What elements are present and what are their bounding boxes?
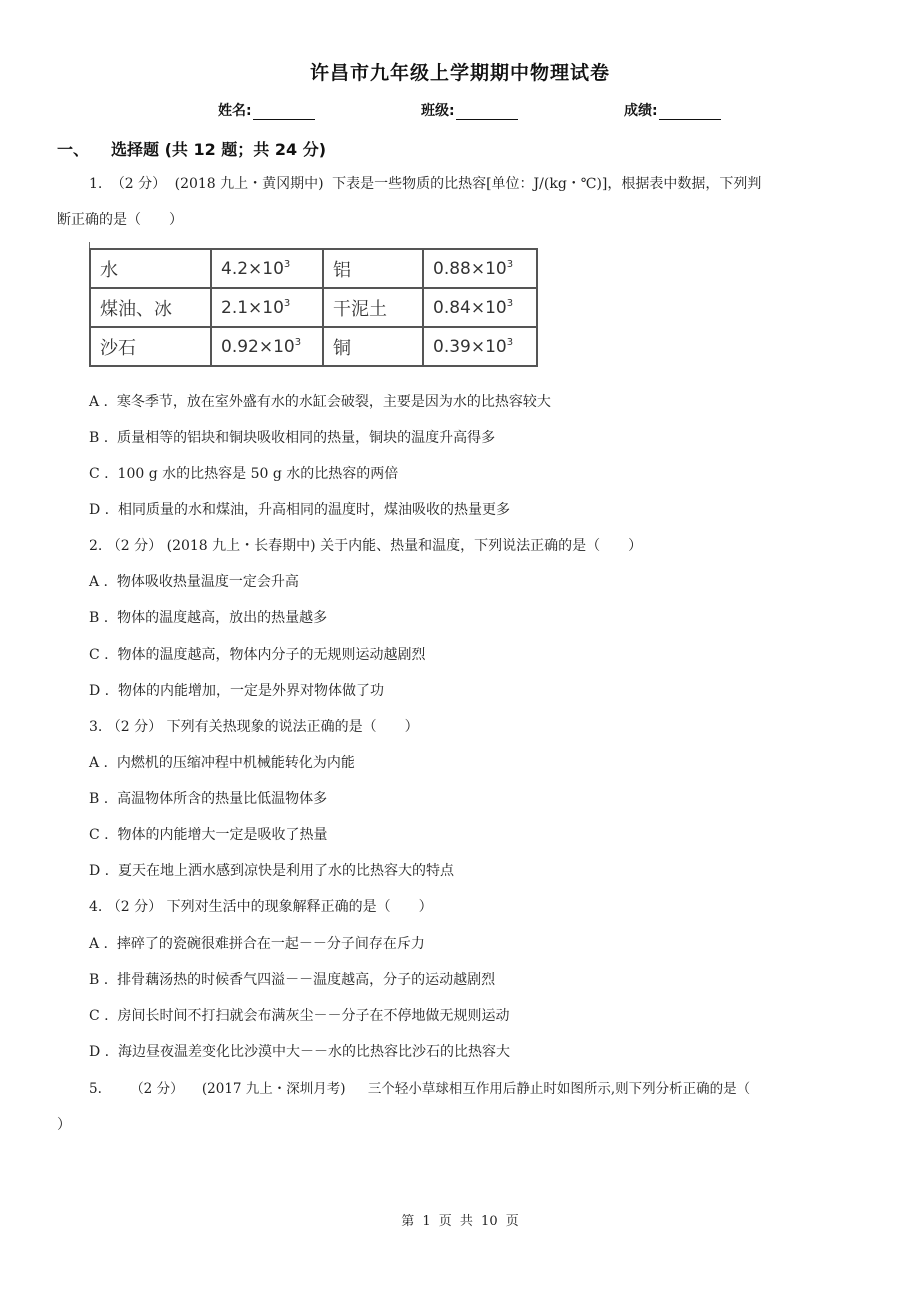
exam-title: 许昌市九年级上学期期中物理试卷: [309, 62, 610, 84]
option-d[interactable]: D . 夏天在地上洒水感到凉快是利用了水的比热容大的特点: [89, 863, 455, 879]
option-a[interactable]: A . 物体吸收热量温度一定会升高: [89, 574, 299, 590]
table-row: [90, 249, 537, 288]
table-row: [90, 288, 537, 327]
option-c[interactable]: C . 物体的内能增大一定是吸收了热量: [89, 827, 328, 843]
name-label: 姓名:: [218, 103, 252, 119]
question-source: (2018 九上・黄冈期中): [174, 176, 324, 192]
option-b[interactable]: B . 质量相等的铝块和铜块吸收相同的热量，铜块的温度升高得多: [89, 430, 496, 446]
section-number: 一、: [57, 140, 90, 159]
option-b[interactable]: B . 物体的温度越高，放出的热量越多: [89, 610, 328, 626]
question-score: （2 分）: [110, 176, 167, 192]
table-cell: 煤油、冰: [90, 288, 211, 327]
table-cell: 干泥土: [323, 288, 423, 327]
question-2-stem: 2. （2 分） (2018 九上・长春期中) 关于内能、热量和温度，下列说法正确的是（ ）: [89, 538, 643, 554]
option-d[interactable]: D . 相同质量的水和煤油，升高相同的温度时，煤油吸收的热量更多: [89, 502, 511, 518]
specific-heat-table: [89, 248, 538, 367]
section-title: 选择题 (共 12 题；共 24 分): [111, 140, 327, 159]
option-b[interactable]: B . 排骨藕汤热的时候香气四溢－－温度越高，分子的运动越剧烈: [89, 972, 496, 988]
table-cell: 铜: [323, 327, 423, 366]
question-3-stem: 3. （2 分） 下列有关热现象的说法正确的是（ ）: [89, 719, 419, 735]
question-4-stem: 4. （2 分） 下列对生活中的现象解释正确的是（ ）: [89, 899, 433, 915]
table-cell: $0.84\times 10^3$: [423, 288, 537, 327]
name-blank[interactable]: [253, 105, 315, 120]
question-text: 下表是一些物质的比热容[单位：J/(kg・℃)]，根据表中数据，下列判: [332, 176, 762, 192]
table-cell: 铝: [323, 249, 423, 288]
question-1-stem-cont: 断正确的是（ ）: [57, 212, 183, 228]
option-a[interactable]: A . 内燃机的压缩冲程中机械能转化为内能: [89, 755, 355, 771]
question-number: 1.: [89, 176, 103, 192]
option-a[interactable]: A . 寒冬季节，放在室外盛有水的水缸会破裂，主要是因为水的比热容较大: [89, 394, 551, 410]
score-blank[interactable]: [659, 105, 721, 120]
table-cell: $0.92\times 10^3$: [211, 327, 323, 366]
option-c[interactable]: C . 房间长时间不打扫就会布满灰尘－－分子在不停地做无规则运动: [89, 1008, 510, 1024]
option-c[interactable]: C . 物体的温度越高，物体内分子的无规则运动越剧烈: [89, 647, 426, 663]
option-c[interactable]: C . 100 g 水的比热容是 50 g 水的比热容的两倍: [89, 466, 399, 482]
table-cell: $4.2\times 10^3$: [211, 249, 323, 288]
question-5-stem: 5. （2 分） (2017 九上・深圳月考) 三个轻小草球相互作用后静止时如图所示,则下列分析正确的是（: [89, 1081, 751, 1097]
class-field[interactable]: [421, 100, 518, 120]
page-number: 第 1 页 共 10 页: [401, 1214, 519, 1229]
score-field[interactable]: [624, 100, 721, 120]
section-heading: [57, 137, 326, 160]
option-d[interactable]: D . 物体的内能增加，一定是外界对物体做了功: [89, 683, 385, 699]
table-cell: $0.39\times 10^3$: [423, 327, 537, 366]
table-cell: 水: [90, 249, 211, 288]
score-label: 成绩:: [624, 103, 658, 119]
question-1-stem: [89, 175, 761, 193]
table-cell: $2.1\times 10^3$: [211, 288, 323, 327]
class-blank[interactable]: [456, 105, 518, 120]
name-field[interactable]: [218, 100, 315, 120]
option-d[interactable]: D . 海边昼夜温差变化比沙漠中大－－水的比热容比沙石的比热容大: [89, 1044, 511, 1060]
option-a[interactable]: A . 摔碎了的瓷碗很难拼合在一起－－分子间存在斥力: [89, 936, 425, 952]
table-cell: 沙石: [90, 327, 211, 366]
table-cell: $0.88\times 10^3$: [423, 249, 537, 288]
question-5-stem-cont: ）: [57, 1117, 71, 1133]
table-row: [90, 327, 537, 366]
option-b[interactable]: B . 高温物体所含的热量比低温物体多: [89, 791, 328, 807]
class-label: 班级:: [421, 103, 455, 119]
